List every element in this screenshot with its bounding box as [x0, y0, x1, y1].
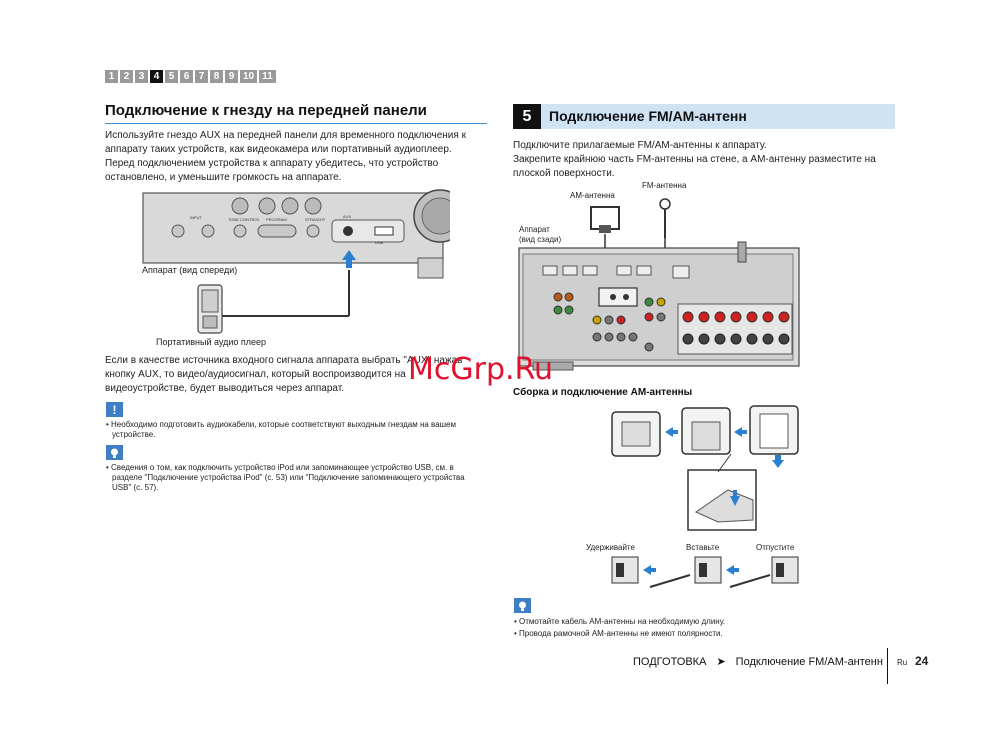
step-2[interactable]: 2 [120, 70, 133, 83]
panel-button-icon [282, 198, 298, 214]
footer-arrow-icon: ➤ [716, 656, 726, 668]
step-3[interactable]: 3 [135, 70, 148, 83]
label-am-antenna: AM-антенна [570, 191, 615, 200]
hint-line: • Сведения о том, как подключить устройство iPod или запоминающее устройство USB, см. в [106, 463, 454, 472]
hint-line: • Отмотайте кабель AM-антенны на необходимую длину. [514, 617, 726, 626]
step-arrow-icon [726, 565, 739, 575]
footer-page-number: 24 [915, 654, 929, 668]
note-line: • Необходимо подготовить аудиокабели, которые соответствуют выходным гнездам на вашем [106, 420, 457, 429]
intro-line: Используйте гнездо AUX на передней панели для временного подключения к [105, 130, 466, 141]
step-10[interactable]: 10 [240, 70, 257, 83]
panel-button-icon [232, 198, 248, 214]
label-usb: USB [375, 240, 384, 245]
section-title-front-jack: Подключение к гнезду на передней панели [105, 102, 427, 119]
section-title-antenna: Подключение FM/AM-антенн [549, 108, 747, 124]
terminal-insert-icon [695, 557, 721, 583]
aux-line: видеоустройстве, будет выводиться через аппарат. [105, 383, 345, 394]
watermark: McGrp.Ru [408, 352, 554, 387]
step-9[interactable]: 9 [225, 70, 238, 83]
note-hint-ipod [106, 463, 465, 493]
usb-port-icon [375, 227, 393, 235]
am-assembly-diagram [608, 400, 808, 540]
note-line: устройстве. [112, 430, 156, 439]
label-front-view: Аппарат (вид спереди) [142, 265, 238, 275]
hint-line: разделе "Подключение устройства iPod" (с. 53) или "Подключение запоминающего устройства [112, 473, 465, 482]
panel-button-icon [305, 198, 321, 214]
terminal-release-icon [772, 557, 798, 583]
hint-line: USB" (с. 57). [112, 483, 159, 492]
hint-lightbulb-icon [106, 445, 123, 460]
antenna-terminals [599, 288, 637, 306]
label-straight: STRAIGHT [305, 217, 326, 222]
step-arrow-icon [643, 565, 656, 575]
speaker-terminals [678, 304, 792, 354]
label-program: PROGRAM [266, 217, 287, 222]
front-panel-diagram [140, 188, 450, 338]
title-rule [105, 123, 487, 124]
antenna-paragraph-1: Подключите прилагаемые FM/AM-антенны к аппарату. [513, 140, 767, 151]
rear-panel-diagram [513, 192, 803, 382]
label-aux: AUX [343, 214, 352, 219]
stand-arrow-icon [772, 455, 784, 468]
panel-foot [418, 258, 443, 278]
aux-line: Если в качестве источника входного сигнала аппарата выбрать "AUX" нажав [105, 355, 463, 366]
important-icon: ! [106, 402, 123, 417]
intro-line: аппарату таких устройств, как видеокамера или портативный аудиоплеер. [105, 144, 452, 155]
hint-line: • Провода рамочной AM-антенны не имеют полярности. [514, 629, 723, 638]
warning-line: остановлено, и уменьшите громкость на аппарате. [105, 172, 342, 183]
note-hint-am [514, 616, 725, 640]
step-arrow-icon [665, 427, 678, 437]
antenna-paragraph-2 [513, 153, 876, 181]
step-7[interactable]: 7 [195, 70, 208, 83]
antenna-line: плоской поверхности. [513, 168, 615, 179]
am-assembly-subheading: Сборка и подключение AM-антенны [513, 387, 693, 398]
warning-paragraph [105, 157, 438, 185]
aux-jack-icon [343, 226, 353, 236]
step-5[interactable]: 5 [165, 70, 178, 83]
step-1[interactable]: 1 [105, 70, 118, 83]
intro-paragraph [105, 129, 466, 157]
note-important [106, 420, 456, 440]
aux-line: кнопку AUX, то видео/аудиосигнал, который воспроизводится на [105, 369, 406, 380]
footer-divider [887, 648, 888, 684]
footer-breadcrumb [633, 655, 883, 668]
step-arrow-icon [734, 427, 747, 437]
label-input: INPUT [190, 215, 202, 220]
panel-button-icon [259, 198, 275, 214]
footer-page-title[interactable]: Подключение FM/AM-антенн [735, 655, 883, 668]
terminal-hold-icon [612, 557, 638, 583]
step-8[interactable]: 8 [210, 70, 223, 83]
warning-line: Перед подключением устройства к аппарату убедитесь, что устройство [105, 158, 439, 169]
antenna-line: Закрепите крайнюю часть FM-антенны на стене, а AM-антенну разместите на [513, 154, 876, 165]
step-nav [105, 70, 276, 83]
label-unit: Аппарат [519, 225, 550, 234]
label-portable-player: Портативный аудио плеер [156, 337, 267, 347]
step-4-current[interactable]: 4 [150, 70, 163, 83]
label-unit-view: (вид сзади) [519, 235, 562, 244]
step-6[interactable]: 6 [180, 70, 193, 83]
fm-antenna-icon [660, 199, 670, 209]
label-step-insert: Вставьте [686, 543, 720, 552]
label-step-release: Отпустите [756, 543, 795, 552]
footer-section[interactable]: ПОДГОТОВКА [633, 655, 707, 668]
footer-lang: Ru [897, 658, 908, 667]
label-tone: TONE CONTROL [228, 217, 260, 222]
section-number: 5 [513, 104, 541, 129]
step-11[interactable]: 11 [259, 70, 276, 83]
terminal-steps-diagram [610, 553, 810, 593]
label-step-hold: Удерживайте [586, 543, 635, 552]
hint-lightbulb-icon [514, 598, 531, 613]
section-header-antenna [513, 104, 895, 129]
label-fm-antenna: FM-антенна [642, 181, 687, 190]
portable-player-icon [196, 284, 226, 336]
